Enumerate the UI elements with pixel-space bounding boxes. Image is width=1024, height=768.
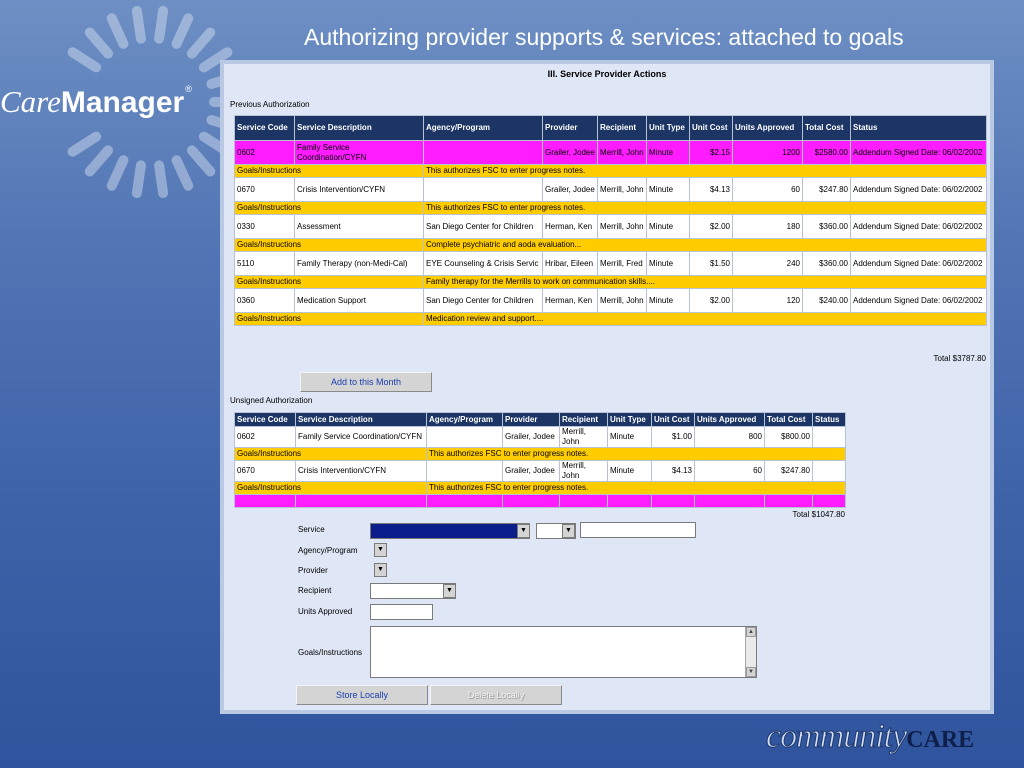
unsigned-table-cell: $800.00: [765, 427, 813, 448]
previous-table-cell: Assessment: [295, 215, 424, 239]
section-title: III. Service Provider Actions: [547, 69, 667, 79]
previous-table-cell: San Diego Center for Children: [424, 289, 543, 313]
unsigned-table-header: Service Code: [235, 413, 296, 427]
previous-table-cell: $247.80: [803, 178, 851, 202]
previous-table-cell: $2.15: [690, 141, 733, 165]
previous-table-cell: Herman, Ken: [543, 215, 598, 239]
logo-ring-bar: [73, 137, 97, 152]
previous-table-row[interactable]: [235, 215, 987, 239]
previous-total: Total $3787.80: [933, 354, 986, 363]
previous-table-row[interactable]: [235, 252, 987, 276]
previous-table-goals-row: [235, 202, 987, 215]
goals-instructions-text: Medication review and support....: [424, 313, 987, 326]
provider-label: Provider: [298, 566, 328, 575]
slide-title: Authorizing provider supports & services: attached to goals: [304, 24, 904, 50]
previous-table-cell: EYE Counseling & Crisis Servic: [424, 252, 543, 276]
unsigned-table-cell: [503, 495, 560, 508]
previous-table-cell: 0360: [235, 289, 295, 313]
logo-ring-bar: [177, 18, 189, 43]
previous-table-cell: Merrill, Fred: [598, 252, 647, 276]
previous-table-cell: Family Therapy (non-Medi-Cal): [295, 252, 424, 276]
previous-table-cell: Grailer, Jodee: [543, 141, 598, 165]
previous-table-goals-row: [235, 239, 987, 252]
unsigned-table-cell: Merrill, John: [560, 427, 608, 448]
previous-authorization-caption: Previous Authorization: [230, 100, 310, 109]
service-text-input[interactable]: [580, 522, 696, 538]
service-subselect-arrow-icon[interactable]: ▼: [562, 524, 575, 538]
unsigned-table-cell: [813, 461, 846, 482]
previous-table-cell: Minute: [647, 141, 690, 165]
previous-table-goals-row: [235, 165, 987, 178]
unsigned-table-cell: Family Service Coordination/CYFN: [296, 427, 427, 448]
previous-table-header: Status: [851, 116, 987, 141]
previous-table-cell: 0670: [235, 178, 295, 202]
delete-locally-button[interactable]: Delete Locally: [430, 685, 562, 705]
previous-table-cell: 60: [733, 178, 803, 202]
unsigned-table-row[interactable]: [235, 495, 846, 508]
previous-table-header: Service Description: [295, 116, 424, 141]
unsigned-table-cell: [608, 495, 652, 508]
previous-table-cell: [424, 178, 543, 202]
previous-table-cell: Herman, Ken: [543, 289, 598, 313]
unsigned-table-cell: [296, 495, 427, 508]
unsigned-table-header: Service Description: [296, 413, 427, 427]
unsigned-table-cell: Minute: [608, 427, 652, 448]
previous-table-cell: Minute: [647, 289, 690, 313]
previous-table-cell: Addendum Signed Date: 06/02/2002: [851, 215, 987, 239]
previous-table-header: Unit Cost: [690, 116, 733, 141]
previous-table-cell: 180: [733, 215, 803, 239]
unsigned-table-header: Units Approved: [695, 413, 765, 427]
goals-instructions-text: This authorizes FSC to enter progress notes.: [427, 448, 846, 461]
logo-ring-bar: [192, 32, 210, 53]
community-logo-text: community: [766, 718, 907, 755]
logo-ring-bar: [73, 52, 97, 67]
previous-table-cell: Merrill, John: [598, 289, 647, 313]
unsigned-table-header: Provider: [503, 413, 560, 427]
service-select-arrow-icon[interactable]: ▼: [517, 524, 530, 538]
previous-table-header: Recipient: [598, 116, 647, 141]
previous-table-row[interactable]: [235, 141, 987, 165]
unsigned-table-cell: [560, 495, 608, 508]
units-approved-input[interactable]: [370, 604, 433, 620]
previous-table-cell: Crisis Intervention/CYFN: [295, 178, 424, 202]
previous-table-goals-row: [235, 313, 987, 326]
goals-instructions-text: This authorizes FSC to enter progress notes.: [424, 165, 987, 178]
previous-table-header: Agency/Program: [424, 116, 543, 141]
previous-table-cell: $360.00: [803, 215, 851, 239]
provider-dropdown-icon[interactable]: ▼: [374, 563, 387, 577]
unsigned-table-cell: [765, 495, 813, 508]
previous-table-cell: Minute: [647, 215, 690, 239]
previous-table-cell: $2.00: [690, 215, 733, 239]
unsigned-table-header: Total Cost: [765, 413, 813, 427]
previous-table-cell: $360.00: [803, 252, 851, 276]
previous-authorization-table: [234, 115, 987, 326]
previous-table-cell: Family Service Coordination/CYFN: [295, 141, 424, 165]
logo-ring-bar: [159, 165, 163, 193]
scroll-up-icon[interactable]: ▲: [746, 627, 756, 637]
previous-table-header: Total Cost: [803, 116, 851, 141]
previous-table-cell: Hribar, Eileen: [543, 252, 598, 276]
logo-ring-bar: [177, 160, 189, 185]
unsigned-table-header: Unit Type: [608, 413, 652, 427]
units-approved-label: Units Approved: [298, 607, 353, 616]
logo-ring-bar: [112, 160, 124, 185]
previous-table-cell: Merrill, John: [598, 215, 647, 239]
previous-table-cell: $2.00: [690, 289, 733, 313]
service-select[interactable]: [370, 523, 530, 539]
store-locally-button[interactable]: Store Locally: [296, 685, 428, 705]
caremanager-logo: [0, 84, 192, 120]
previous-table-cell: Grailer, Jodee: [543, 178, 598, 202]
goals-instructions-cell-label: Goals/Instructions: [235, 482, 427, 495]
previous-table-cell: [424, 141, 543, 165]
previous-table-cell: $240.00: [803, 289, 851, 313]
unsigned-table-cell: [235, 495, 296, 508]
previous-table-cell: 120: [733, 289, 803, 313]
unsigned-authorization-caption: Unsigned Authorization: [230, 396, 313, 405]
goals-instructions-cell-label: Goals/Instructions: [235, 202, 424, 215]
goals-instructions-cell-label: Goals/Instructions: [235, 448, 427, 461]
logo-ring-bar: [90, 32, 108, 53]
previous-table-row[interactable]: [235, 289, 987, 313]
previous-table-cell: $1.50: [690, 252, 733, 276]
unsigned-table-cell: $247.80: [765, 461, 813, 482]
unsigned-table-cell: Grailer, Jodee: [503, 461, 560, 482]
unsigned-authorization-table: [234, 412, 846, 508]
previous-table-cell: Addendum Signed Date: 06/02/2002: [851, 141, 987, 165]
logo-ring-bar: [112, 18, 124, 43]
goals-instructions-text: This authorizes FSC to enter progress notes.: [427, 482, 846, 495]
unsigned-table-cell: [813, 427, 846, 448]
logo-manager-text: Manager: [60, 86, 185, 119]
unsigned-table-goals-row: [235, 448, 846, 461]
previous-table-cell: Addendum Signed Date: 06/02/2002: [851, 289, 987, 313]
unsigned-table-goals-row: [235, 482, 846, 495]
agency-program-dropdown-icon[interactable]: ▼: [374, 543, 387, 557]
previous-table-goals-row: [235, 276, 987, 289]
logo-ring-bar: [159, 11, 163, 39]
previous-table-header: Units Approved: [733, 116, 803, 141]
care-logo-text: CARE: [906, 727, 975, 753]
previous-table-cell: 5110: [235, 252, 295, 276]
previous-table-cell: Merrill, John: [598, 178, 647, 202]
unsigned-table-row[interactable]: [235, 461, 846, 482]
service-label: Service: [298, 525, 325, 534]
agency-program-label: Agency/Program: [298, 546, 358, 555]
goals-instructions-text: Family therapy for the Merrills to work on communication skills....: [424, 276, 987, 289]
goals-instructions-cell-label: Goals/Instructions: [235, 165, 424, 178]
unsigned-table-header: Status: [813, 413, 846, 427]
previous-table-cell: Minute: [647, 178, 690, 202]
add-to-this-month-button[interactable]: Add to this Month: [300, 372, 432, 392]
scroll-down-icon[interactable]: ▼: [746, 667, 756, 677]
logo-ring-bar: [90, 150, 108, 171]
unsigned-table-header: Recipient: [560, 413, 608, 427]
unsigned-total: Total $1047.80: [792, 510, 845, 519]
previous-table-cell: Addendum Signed Date: 06/02/2002: [851, 252, 987, 276]
previous-table-cell: 240: [733, 252, 803, 276]
previous-table-cell: Medication Support: [295, 289, 424, 313]
previous-table-header: Service Code: [235, 116, 295, 141]
previous-table-cell: San Diego Center for Children: [424, 215, 543, 239]
unsigned-table-cell: 0670: [235, 461, 296, 482]
previous-table-cell: 1200: [733, 141, 803, 165]
unsigned-table-cell: Grailer, Jodee: [503, 427, 560, 448]
goals-instructions-textarea[interactable]: [370, 626, 757, 678]
previous-table-cell: 0602: [235, 141, 295, 165]
unsigned-table-cell: Merrill, John: [560, 461, 608, 482]
recipient-select-arrow-icon[interactable]: ▼: [443, 584, 456, 598]
unsigned-table-cell: [427, 461, 503, 482]
goals-instructions-cell-label: Goals/Instructions: [235, 276, 424, 289]
unsigned-table-cell: $4.13: [652, 461, 695, 482]
logo-care-text: Care: [0, 84, 61, 119]
unsigned-table-cell: [427, 495, 503, 508]
unsigned-table-cell: 800: [695, 427, 765, 448]
previous-table-row[interactable]: [235, 178, 987, 202]
logo-ring-bar: [137, 165, 141, 193]
previous-table-header: Provider: [543, 116, 598, 141]
unsigned-table-header: Agency/Program: [427, 413, 503, 427]
previous-table-header: Unit Type: [647, 116, 690, 141]
unsigned-table-cell: 0602: [235, 427, 296, 448]
goals-instructions-text: Complete psychiatric and aoda evaluation...: [424, 239, 987, 252]
unsigned-table-row[interactable]: [235, 427, 846, 448]
previous-table-cell: $2580.00: [803, 141, 851, 165]
previous-table-cell: Addendum Signed Date: 06/02/2002: [851, 178, 987, 202]
unsigned-table-cell: Crisis Intervention/CYFN: [296, 461, 427, 482]
unsigned-table-cell: [813, 495, 846, 508]
unsigned-table-cell: [695, 495, 765, 508]
goals-instructions-cell-label: Goals/Instructions: [235, 313, 424, 326]
previous-table-cell: Minute: [647, 252, 690, 276]
logo-ring-bar: [192, 150, 210, 171]
previous-table-cell: $4.13: [690, 178, 733, 202]
previous-table-cell: Merrill, John: [598, 141, 647, 165]
previous-table-cell: 0330: [235, 215, 295, 239]
logo-ring-bar: [137, 11, 141, 39]
logo-reg-mark: ®: [185, 84, 192, 94]
community-care-logo: [766, 718, 974, 756]
service-provider-panel: [220, 60, 994, 714]
goals-instructions-text: This authorizes FSC to enter progress notes.: [424, 202, 987, 215]
unsigned-table-cell: [652, 495, 695, 508]
unsigned-table-cell: [427, 427, 503, 448]
unsigned-table-cell: Minute: [608, 461, 652, 482]
unsigned-table-cell: 60: [695, 461, 765, 482]
goals-instructions-label: Goals/Instructions: [298, 648, 363, 657]
unsigned-table-header: Unit Cost: [652, 413, 695, 427]
goals-scrollbar[interactable]: [745, 627, 756, 677]
goals-instructions-cell-label: Goals/Instructions: [235, 239, 424, 252]
recipient-label: Recipient: [298, 586, 332, 595]
unsigned-table-cell: $1.00: [652, 427, 695, 448]
